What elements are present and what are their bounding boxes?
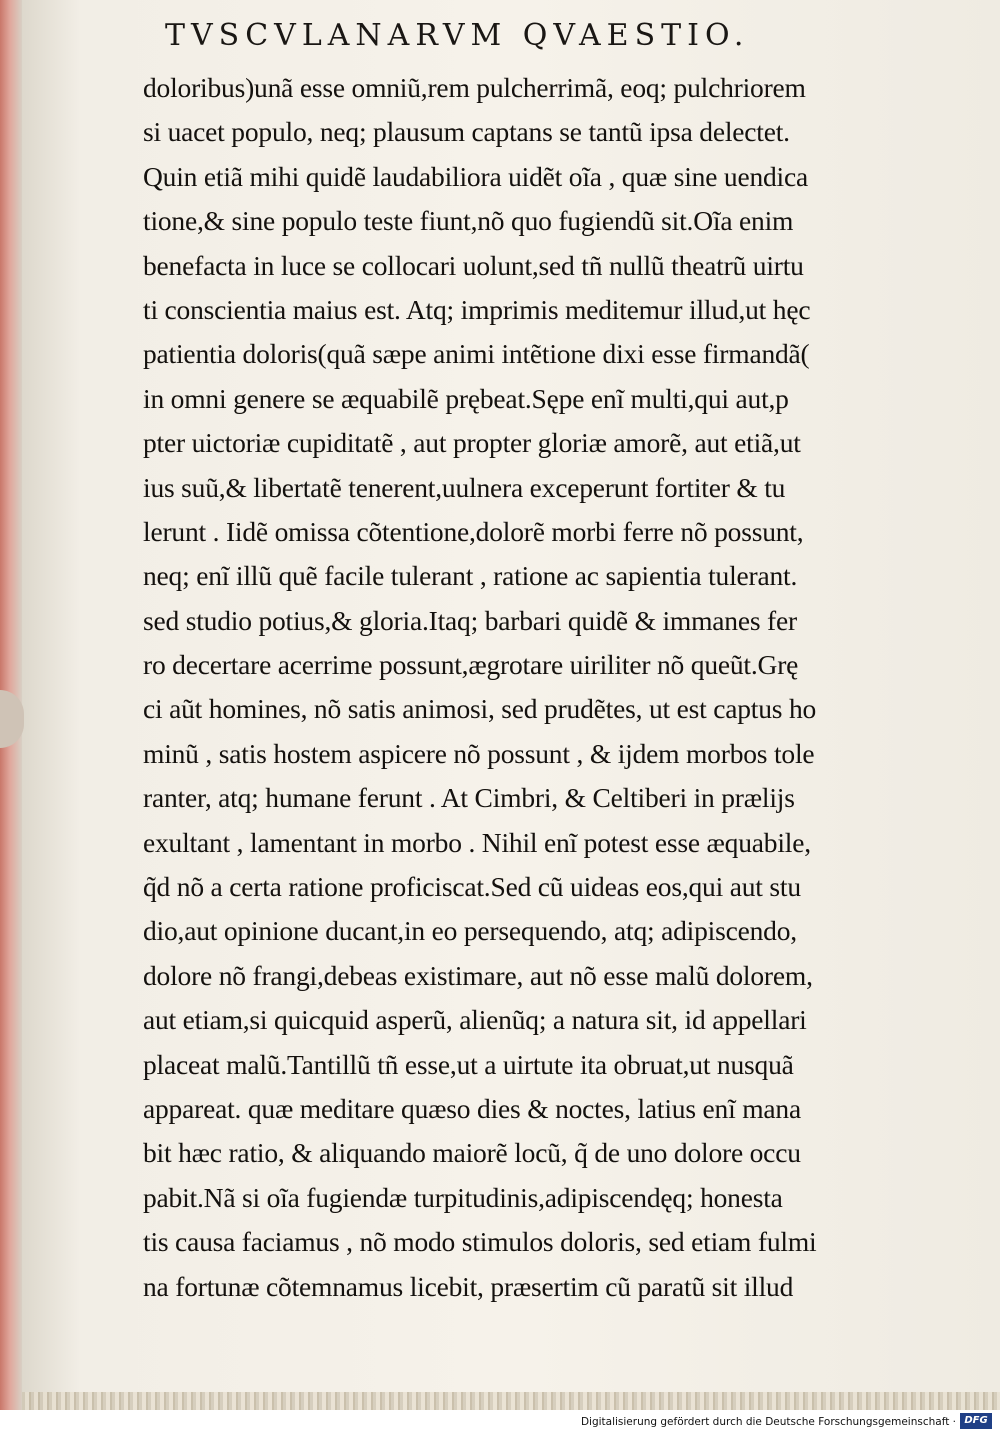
text-line: ci aũt homines, nõ satis animosi, sed prudẽtes, ut est captus ho [143, 693, 817, 725]
text-line: ro decertare acerrime possunt,ægrotare uiriliter nõ queũt.Grę [143, 649, 799, 681]
text-line: benefacta in luce se collocari uolunt,sed tñ nullũ theatrũ uirtu [143, 249, 804, 281]
text-line: q̃d nõ a certa ratione proficiscat.Sed cũ uideas eos,qui aut stu [143, 871, 801, 903]
text-line: minũ , satis hostem aspicere nõ possunt , & ijdem morbos tole [143, 737, 815, 769]
text-line: patientia doloris(quã sæpe animi intẽtione dixi esse firmandã( [143, 338, 810, 370]
text-line: ti conscientia maius est. Atq; imprimis meditemur illud,ut hęc [143, 293, 811, 325]
text-line: ius suũ,& libertatẽ tenerent,uulnera exceperunt fortiter & tu [143, 471, 786, 503]
page-bottom-edge [22, 1392, 1000, 1410]
text-line: appareat. quæ meditare quæso dies & noctes, latius enĩ mana [143, 1092, 801, 1124]
text-line: tione,& sine populo teste fiunt,nõ quo fugiendũ sit.Oĩa enim [143, 205, 794, 237]
text-line: tis causa faciamus , nõ modo stimulos doloris, sed etiam fulmi [143, 1226, 817, 1258]
text-line: bit hæc ratio, & aliquando maiorẽ locũ, q̃ de uno dolore occu [143, 1137, 801, 1169]
text-line: in omni genere se æquabilẽ prębeat.Sępe enĩ multi,qui aut,p [143, 382, 789, 414]
funding-credit: Digitalisierung gefördert durch die Deutsche Forschungsgemeinschaft · [580, 1416, 956, 1428]
text-line: dio,aut opinione ducant,in eo persequendo, atq; adipiscendo, [143, 915, 797, 947]
text-line: doloribus)unã esse omniũ,rem pulcherrimã, eoq; pulchriorem [143, 72, 806, 103]
text-block [143, 66, 923, 1309]
running-head: TVSCVLANARVM QVAESTIO. [165, 18, 750, 53]
text-line: pter uictoriæ cupiditatẽ , aut propter gloriæ amorẽ, aut etiã,ut [143, 427, 801, 459]
text-line: Quin etiã mihi quidẽ laudabiliora uidẽt oĩa , quæ sine uendica [143, 160, 809, 192]
dfg-logo: DFG [960, 1413, 992, 1429]
text-line: placeat malũ.Tantillũ tñ esse,ut a uirtute ita obruat,ut nusquã [143, 1048, 794, 1080]
text-line: neq; enĩ illũ quẽ facile tulerant , ratione ac sapientia tulerant. [143, 560, 798, 592]
text-line: dolore nõ frangi,debeas existimare, aut nõ esse malũ dolorem, [143, 959, 813, 991]
text-line: pabit.Nã si oĩa fugiendæ turpitudinis,adipiscendęq; honesta [143, 1181, 783, 1213]
text-line: exultant , lamentant in morbo . Nihil enĩ potest esse æquabile, [143, 826, 811, 858]
text-line: lerunt . Iidẽ omissa cõtentione,dolorẽ morbi ferre nõ possunt, [143, 515, 804, 547]
text-line: sed studio potius,& gloria.Itaq; barbari quidẽ & immanes fer [143, 604, 797, 636]
text-line: ranter, atq; humane ferunt . At Cimbri, & Celtiberi in prælijs [143, 782, 795, 814]
text-line: si uacet populo, neq; plausum captans se tantũ ipsa delectet. [143, 116, 790, 148]
text-line: na fortunæ cõtemnamus licebit, præsertim cũ paratũ sit illud [143, 1270, 794, 1302]
text-line: aut etiam,si quicquid asperũ, alienũq; a natura sit, id appellari [143, 1004, 807, 1036]
